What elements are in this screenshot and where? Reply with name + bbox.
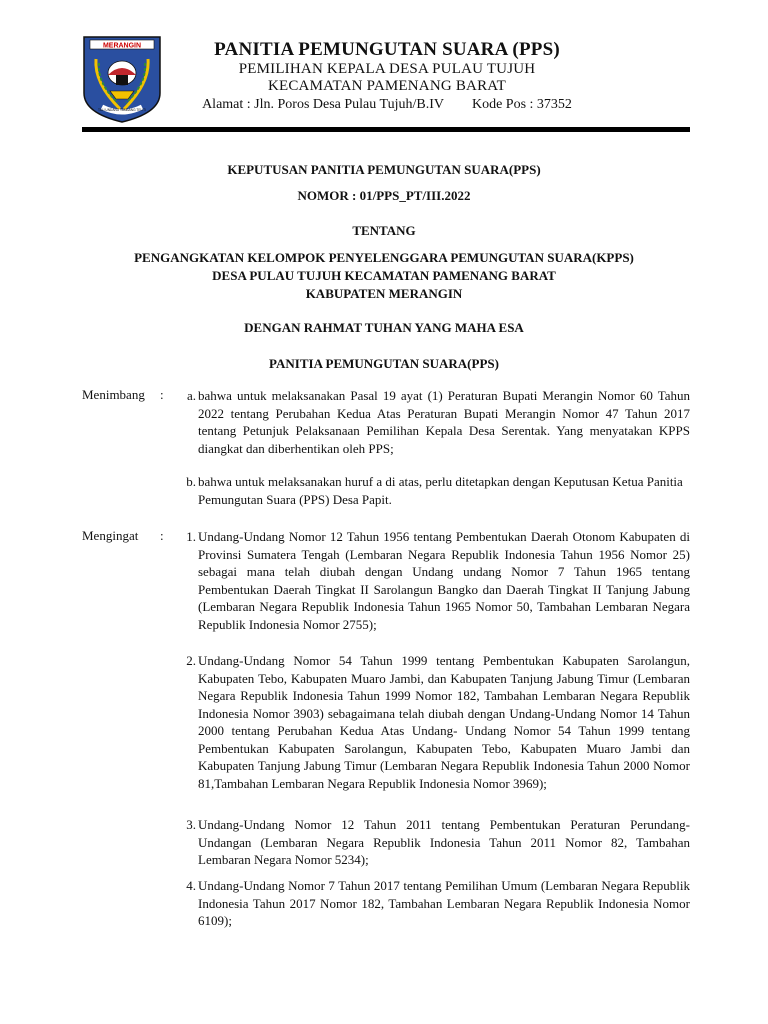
mengingat-item-2 [176,652,690,792]
item-marker: 1. [186,529,196,544]
mengingat-item-1 [176,528,690,633]
issuer-heading: PANITIA PEMUNGUTAN SUARA(PPS) [269,356,499,371]
letterhead-divider [82,127,690,132]
item-marker: b. [186,474,196,489]
logo-text: MERANGIN [102,42,142,50]
postcode-text: Kode Pos : 37352 [471,97,572,112]
item-marker: 2. [186,653,196,668]
item-marker: 3. [186,817,196,832]
letterhead [170,38,604,115]
item-marker: a. [186,388,196,403]
grace-statement: DENGAN RAHMAT TUHAN YANG MAHA ESA [244,320,524,335]
item-text: bahwa untuk melaksanakan huruf a di atas, perlu ditetapkan dengan Keputusan Ketua Panitia Pemungutan Suara (PPS) Desa Papit. [198,474,683,507]
address-line [170,95,604,115]
menimbang-colon: : [160,387,164,402]
item-text: Undang-Undang Nomor 12 Tahun 2011 tentang Pembentukan Peraturan Perundang-Undangan (Lembaran Negara Republik Indonesia Tahun 2011 Nomor 82, Tambahan Lembaran Negara Nomor 5234); [198,817,690,867]
menimbang-item-a [176,387,690,457]
district-name: KECAMATAN PAMENANG BARAT [267,78,507,94]
item-text: Undang-Undang Nomor 54 Tahun 1999 tentang Pembentukan Kabupaten Sarolangun, Kabupaten Tebo, Kabupaten Muaro Jambi, dan Kabupaten Tanjung Jabung Timur (Lembaran Negara Republik Indonesia Tahun 1999 Nomor 182, Tambahan Lembaran Negara Republik Indonesia Nomor 3903) sebagaimana telah diubah dengan Undang-Undang Nomor 14 Tahun 2000 tentang Perubahan Kedua Atas Undang- Undang Nomor 54 Tahun 1999 tentang Pembentukan Kabupaten Sarolangun, Kabupaten Tebo, Kabupaten Muaro Jambi dan Kabupaten Tanjung Jabung Timur (Lembaran Negara Republik Indonesia Tahun 2000 Nomor 81,Tambahan Lembaran Negara Republik Indonesia Nomor 3969); [198,653,690,791]
address-text: Alamat : Jln. Poros Desa Pulau Tujuh/B.IV [202,97,444,112]
item-text: Undang-Undang Nomor 12 Tahun 1956 tentang Pembentukan Daerah Otonom Kabupaten di Provinsi Sumatera Tengah (Lembaran Negara Republik Indonesia Tahun 1956 Nomor 25) sebagai mana telah diubah dengan Undang undang Nomor 7 Tahun 1965 tentang Pembentukan Daerah Tingkat II Sarolangun Bangko dan Daerah Tingkat II Tanjung Jabung (Lembaran Negara Republik Indonesia Tahun 1965 Nomor 50, Tambahan Lembaran Negara Republik Indonesia Nomor 2755); [198,529,690,632]
mengingat-item-3 [176,816,690,869]
item-text: bahwa untuk melaksanakan Pasal 19 ayat (1) Peraturan Bupati Merangin Nomor 60 Tahun 2022 tentang Perubahan Kedua Atas Peraturan Bupati Merangin Nomor 47 Tahun 2017 tentang Petunjuk Pelaksanaan Pemilihan Kepala Desa Serentak. Yang menyatakan KPPS diangkat dan diberhentikan oleh PPS; [198,388,690,456]
committee-name: PANITIA PEMUNGUTAN SUARA (PPS) [214,39,560,60]
item-text: Undang-Undang Nomor 7 Tahun 2017 tentang Pemilihan Umum (Lembaran Negara Republik Indonesia Tahun 2017 Nomor 182, Tambahan Lembaran Negara Republik Indonesia Nomor 6109); [198,878,690,928]
menimbang-label: Menimbang [82,387,145,402]
mengingat-label: Mengingat [82,528,139,543]
decree-number: NOMOR : 01/PPS_PT/III.2022 [297,188,471,203]
election-name: PEMILIHAN KEPALA DESA PULAU TUJUH [238,61,536,77]
mengingat-item-4 [176,877,690,930]
menimbang-item-b [176,473,690,508]
decree-about: TENTANG [352,223,416,238]
decree-subject-line-2: DESA PULAU TUJUH KECAMATAN PAMENANG BARAT [212,268,556,283]
decree-subject-line-1: PENGANGKATAN KELOMPOK PENYELENGGARA PEMUNGUTAN SUARA(KPPS) [134,250,634,265]
mengingat-colon: : [160,528,164,543]
merangin-regency-logo [80,33,164,125]
logo-motto: TALI UNDANG TAMBANG TELITI [98,108,146,112]
decree-subject-line-3: KABUPATEN MERANGIN [305,286,463,301]
decree-heading: KEPUTUSAN PANITIA PEMUNGUTAN SUARA(PPS) [227,162,541,177]
item-marker: 4. [186,878,196,893]
